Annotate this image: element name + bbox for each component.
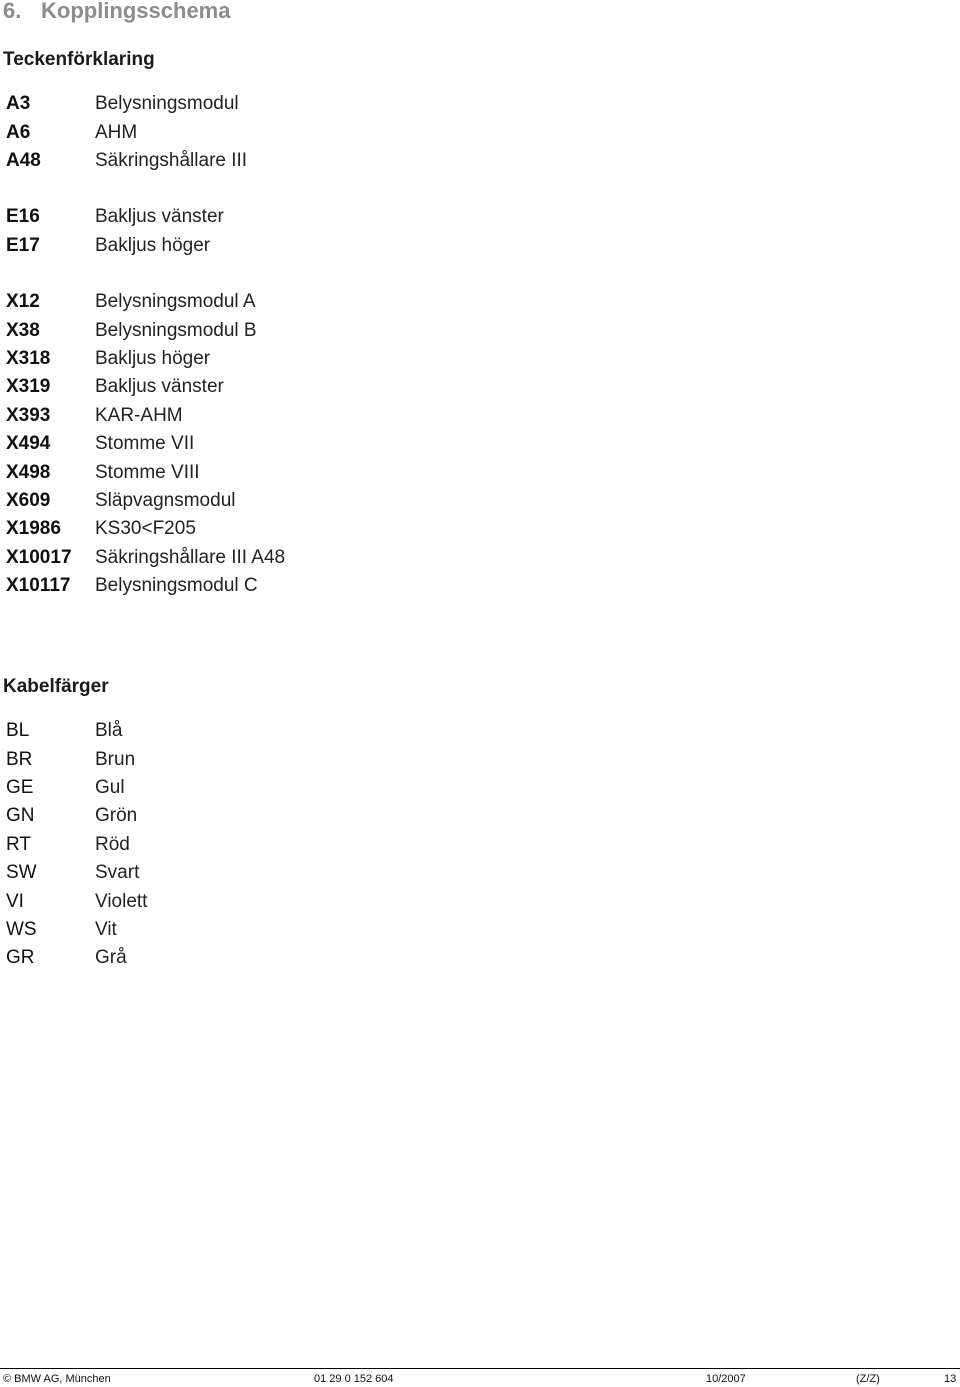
color-row [6, 944, 606, 972]
component-description: KAR-AHM [95, 404, 183, 426]
color-name: Röd [95, 833, 130, 855]
color-row [6, 745, 606, 773]
color-code: VI [6, 890, 24, 912]
component-code: X1986 [6, 518, 61, 540]
color-code: SW [6, 862, 37, 884]
component-description: AHM [95, 121, 138, 143]
legend-heading: Teckenförklaring [3, 49, 155, 70]
component-description: Säkringshållare III A48 [95, 546, 286, 568]
component-code: X494 [6, 433, 51, 455]
legend-row [6, 487, 606, 515]
component-description: Stomme VIII [95, 461, 200, 483]
component-code: A3 [6, 93, 31, 115]
component-description: Bakljus höger [95, 347, 211, 369]
chapter-heading [3, 0, 230, 24]
footer-code: (Z/Z) [856, 1373, 880, 1385]
component-code: X10017 [6, 546, 72, 568]
legend-group-x [6, 288, 606, 600]
color-row [6, 859, 606, 887]
component-description: Belysningsmodul B [95, 319, 257, 341]
legend-row [6, 373, 606, 401]
legend-group-a [6, 90, 606, 175]
component-code: X12 [6, 291, 40, 313]
component-description: Stomme VII [95, 433, 195, 455]
component-description: Belysningsmodul [95, 93, 239, 115]
color-row [6, 887, 606, 915]
legend-row [6, 147, 606, 175]
component-description: KS30<F205 [95, 518, 196, 540]
legend-row [6, 345, 606, 373]
component-code: A6 [6, 121, 31, 143]
component-description: Bakljus vänster [95, 206, 224, 228]
component-description: Bakljus vänster [95, 376, 224, 398]
color-code: RT [6, 833, 31, 855]
footer-copyright: © BMW AG, München [3, 1373, 111, 1385]
color-code: BL [6, 720, 30, 742]
color-name: Gul [95, 776, 125, 798]
legend-row [6, 572, 606, 600]
legend-row [6, 316, 606, 344]
component-code: X319 [6, 376, 51, 398]
component-code: X393 [6, 404, 51, 426]
legend-row [6, 90, 606, 118]
legend-row [6, 231, 606, 259]
legend-row [6, 288, 606, 316]
color-row [6, 802, 606, 830]
color-code: WS [6, 918, 37, 940]
color-name: Grå [95, 947, 127, 969]
color-name: Grön [95, 805, 138, 827]
component-description: Släpvagnsmodul [95, 489, 236, 511]
color-row [6, 916, 606, 944]
component-code: X609 [6, 489, 51, 511]
color-row [6, 717, 606, 745]
component-code: X38 [6, 319, 40, 341]
component-code: X10117 [6, 575, 71, 597]
footer-document-number: 01 29 0 152 604 [314, 1373, 394, 1385]
page-footer [0, 1368, 960, 1387]
color-code: GR [6, 947, 35, 969]
legend-row [6, 430, 606, 458]
legend-row [6, 118, 606, 146]
color-name: Vit [95, 918, 117, 940]
cable-colors-heading: Kabelfärger [3, 676, 109, 697]
component-code: E17 [6, 234, 40, 256]
component-code: A48 [6, 149, 41, 171]
color-name: Brun [95, 748, 136, 770]
component-code: X498 [6, 461, 51, 483]
color-code: GN [6, 805, 35, 827]
legend-row [6, 458, 606, 486]
color-name: Violett [95, 890, 148, 912]
legend-row [6, 402, 606, 430]
chapter-title: Kopplingsschema [41, 0, 231, 23]
color-code: BR [6, 748, 33, 770]
legend-row [6, 544, 606, 572]
component-description: Belysningsmodul A [95, 291, 256, 313]
legend-row [6, 515, 606, 543]
component-code: X318 [6, 347, 51, 369]
component-description: Bakljus höger [95, 234, 211, 256]
legend-row [6, 203, 606, 231]
color-name: Blå [95, 720, 123, 742]
color-name: Svart [95, 862, 140, 884]
footer-date: 10/2007 [706, 1373, 746, 1385]
component-code: E16 [6, 206, 40, 228]
chapter-number: 6. [3, 0, 22, 23]
color-row [6, 774, 606, 802]
color-code: GE [6, 776, 34, 798]
component-description: Belysningsmodul C [95, 575, 258, 597]
footer-page-number: 13 [944, 1373, 957, 1385]
color-row [6, 831, 606, 859]
cable-colors-list [6, 717, 606, 973]
component-description: Säkringshållare III [95, 149, 248, 171]
legend-group-e [6, 203, 606, 260]
